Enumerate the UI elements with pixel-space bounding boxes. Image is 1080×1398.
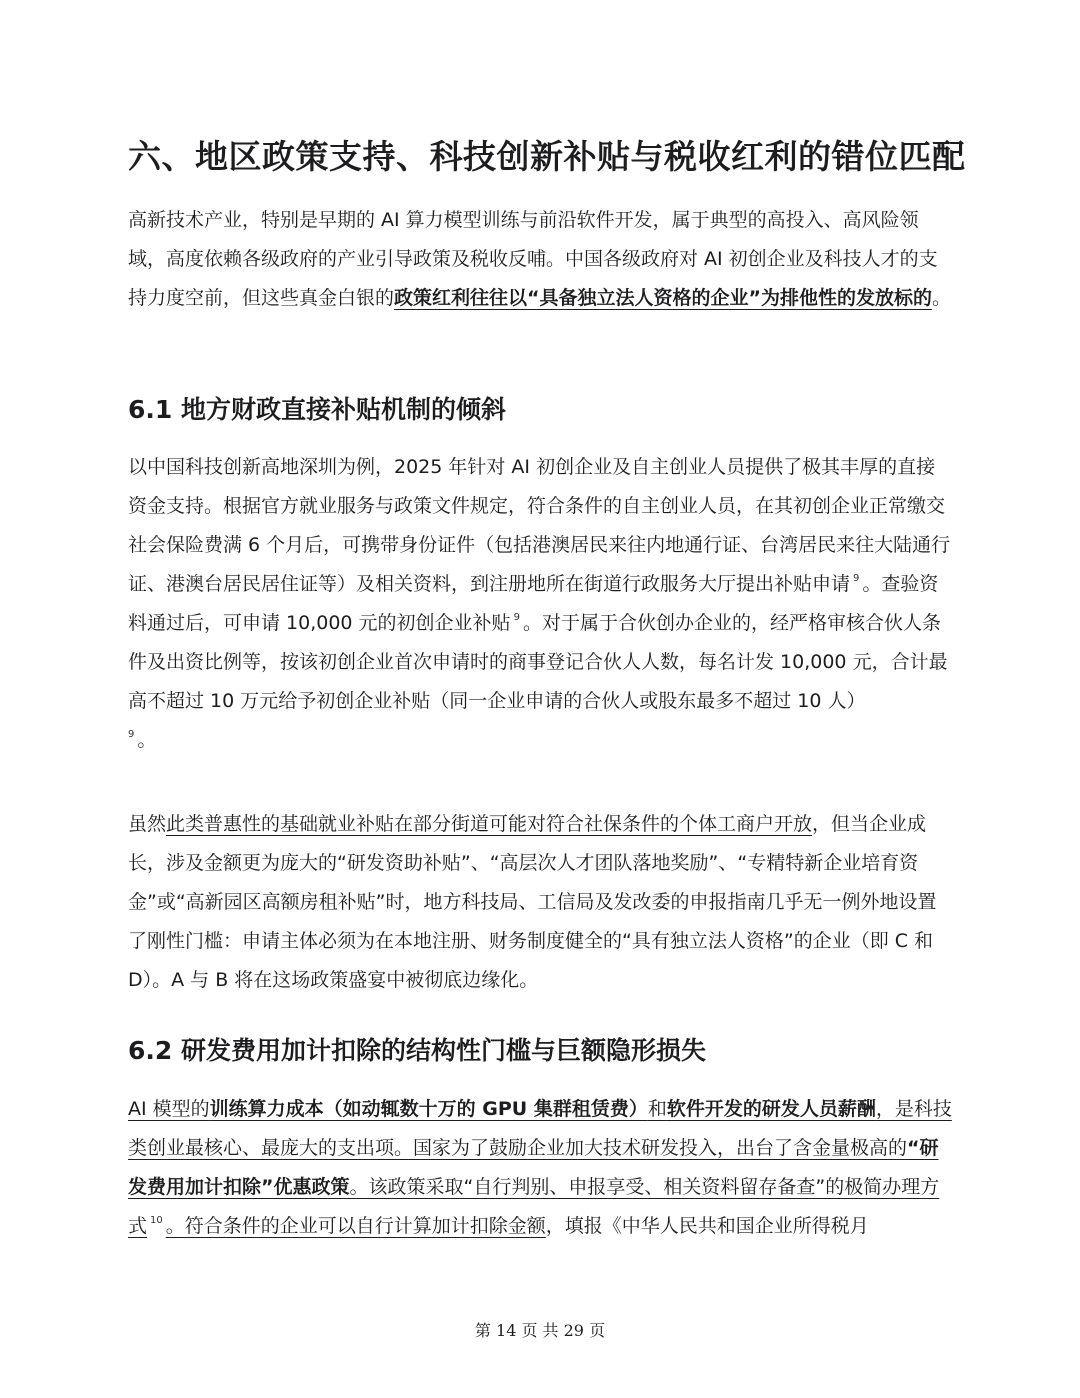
subsidy-end: 。 — [137, 729, 157, 751]
intro-emphasis: 政策红利往往以“具备独立法人资格的企业”为排他性的发放标的 — [394, 287, 932, 309]
threshold-text-a: 虽然 — [128, 813, 167, 835]
subsection-title-6-2: 6.2 研发费用加计扣除的结构性门槛与巨额隐形损失 — [128, 1036, 706, 1065]
paragraph-rd-deduction — [128, 1090, 952, 1246]
rd-text-e: 。该政策采取“自行判别、申报享受、相关资料留存备查”的极简办理方式 — [128, 1176, 940, 1237]
intro-text: 高新技术产业，特别是早期的 AI 算力模型训练与前沿软件开发，属于典型的高投入、高风险领域，高度依赖各级政府的产业引导政策及税收反哺。中国各级政府对 AI 初创企业及科技人才的支持力度空前，但这些真金白银的 — [128, 209, 938, 309]
footnote-ref[interactable]: 10 — [150, 1215, 163, 1226]
paragraph-subsidy — [128, 448, 952, 760]
page-footer: 第 14 页 共 29 页 — [474, 1321, 606, 1340]
section-title: 六、地区政策支持、科技创新补贴与税收红利的错位匹配 — [128, 137, 966, 176]
subsidy-text-a: 以中国科技创新高地深圳为例，2025 年针对 AI 初创企业及自主创业人员提供了极其丰厚的直接资金支持。根据官方就业服务与政策文件规定，符合条件的自主创业人员，在其初创企业正常缴交社会保险费满 6 个月后，可携带身份证件（包括港澳居民来往内地通行证、台湾居民来往大陆通行证、港澳台居民居住证等）及相关资料，到注册地所在街道行政服务大厅提出补贴申请 — [128, 456, 951, 595]
rd-bold-salary: 软件开发的研发人员薪酬 — [666, 1098, 876, 1120]
rd-text-c: 和 — [647, 1098, 667, 1120]
subsidy-text-b: 。查验资料通过后，可申请 10,000 元的初创企业补贴 — [128, 573, 939, 634]
footnote-ref[interactable]: 9 — [853, 573, 860, 584]
footnote-ref[interactable]: 9 — [128, 729, 135, 740]
rd-text-d: ，是科技类创业最核心、最庞大的支出项。国家为了鼓励企业加大技术研发投入，出台了含金量极高的 — [128, 1098, 952, 1159]
threshold-text-b: ，但当企业成长，涉及金额更为庞大的“研发资助补贴”、“高层次人才团队落地奖励”、“专精特新企业培育资金”或“高新园区高额房租补贴”时，地方科技局、工信局及发改委的申报指南几乎无一例外地设置了刚性门槛：申请主体必须为在本地注册、财务制度健全的“具有独立法人资格”的企业（即 C 和 D）。A 与 B 将在这场政策盛宴中被彻底边缘化。 — [128, 813, 937, 991]
rd-text-f: 。符合条件的企业可以自行计算加计扣除金额 — [165, 1215, 546, 1237]
footnote-ref[interactable]: 9 — [513, 612, 520, 623]
subsection-title-6-1: 6.1 地方财政直接补贴机制的倾斜 — [128, 395, 506, 424]
intro-paragraph — [128, 201, 952, 318]
subsidy-text-c: 。对于属于合伙创办企业的，经严格审核合伙人条件及出资比例等，按该初创企业首次申请时的商事登记合伙人人数，每名计发 10,000 元，合计最高不超过 10 万元给予初创企业补贴（同一企业申请的合伙人或股东最多不超过 10 人） — [128, 612, 948, 712]
paragraph-threshold — [128, 805, 952, 1000]
rd-text-a: AI 模型的 — [128, 1098, 210, 1120]
rd-text-g: ，填报《中华人民共和国企业所得税月 — [545, 1215, 869, 1237]
rd-bold-policy: “研发费用加计扣除”优惠政策 — [128, 1137, 939, 1198]
rd-bold-cost: 训练算力成本（如动辄数十万的 GPU 集群租赁费） — [209, 1098, 648, 1120]
threshold-underlined: 此类普惠性的基础就业补贴在部分街道可能对符合社保条件的个体工商户开放 — [166, 813, 813, 835]
intro-end: 。 — [932, 287, 952, 309]
